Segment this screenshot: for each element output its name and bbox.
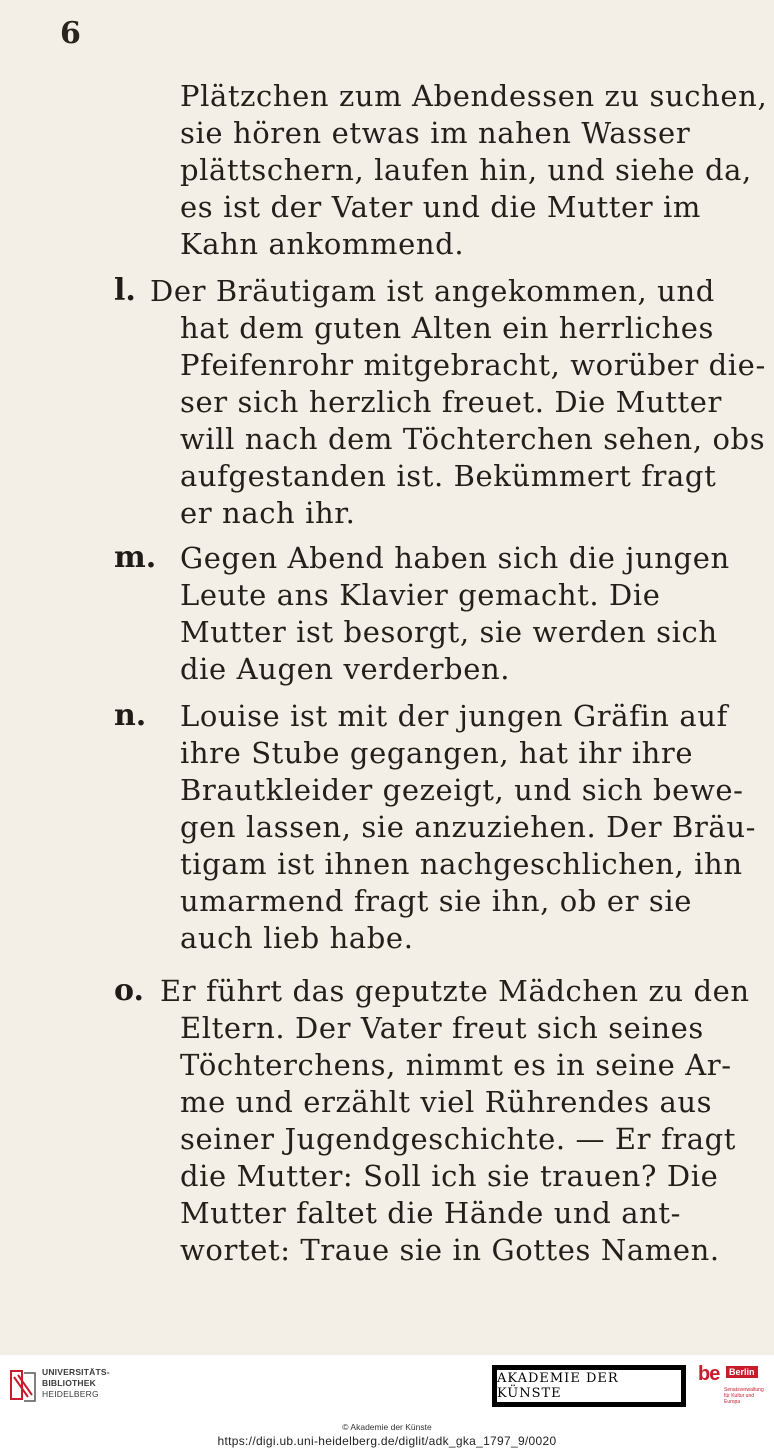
akademie-der-kuenste-logo[interactable] (492, 1365, 686, 1407)
ub-line-3: HEIDELBERG (42, 1389, 99, 1399)
text-line: Mutter ist besorgt, sie werden sich (180, 615, 718, 649)
text-line: sie hören etwas im nahen Wasser (180, 116, 691, 150)
text-line: Louise ist mit der jungen Gräfin auf (180, 699, 728, 733)
akademie-label: AKADEMIE DER KÜNSTE (496, 1369, 682, 1403)
text-line: aufgestanden ist. Bekümmert fragt (180, 459, 717, 493)
berlin-mark: Berlin (726, 1366, 758, 1378)
paragraph-marker-n: n. (114, 698, 147, 733)
text-line: seiner Jugendgeschichte. — Er fragt (180, 1122, 737, 1156)
text-line: Er führt das geputzte Mädchen zu den (160, 974, 750, 1008)
text-line: me und erzählt viel Rührendes aus (180, 1085, 713, 1119)
text-line: Eltern. Der Vater freut sich seines (180, 1011, 704, 1045)
text-line: tigam ist ihnen nachgeschlichen, ihn (180, 847, 743, 881)
text-line: Brautkleider gezeigt, und sich bewe- (180, 773, 744, 807)
paragraph-marker-l: l. (114, 273, 136, 308)
berlin-subtitle: Senatsverwaltung für Kultur und Europa (724, 1387, 764, 1405)
text-line: Leute ans Klavier gemacht. Die (180, 578, 661, 612)
paragraph-marker-o: o. (114, 973, 144, 1008)
text-line: die Augen verderben. (180, 652, 511, 686)
text-line: Der Bräutigam ist angekommen, und (150, 274, 715, 308)
text-line: plättschern, laufen hin, und siehe da, (180, 153, 752, 187)
text-line: Pfeifenrohr mitgebracht, worüber die- (180, 348, 766, 382)
ub-heidelberg-wordmark (42, 1367, 110, 1400)
text-line: er nach ihr. (180, 496, 356, 530)
text-line: Kahn ankommend. (180, 227, 465, 261)
text-line: ser sich herzlich freuet. Die Mutter (180, 385, 722, 419)
ub-heidelberg-logo-icon (8, 1367, 38, 1403)
text-line: will nach dem Töchterchen sehen, obs (180, 422, 766, 456)
page-number: 6 (60, 16, 81, 51)
paragraph-marker-m: m. (114, 540, 157, 575)
text-line: Mutter faltet die Hände und ant- (180, 1196, 682, 1230)
text-line: Töchterchens, nimmt es in seine Ar- (180, 1048, 732, 1082)
viewer-footer (0, 1355, 774, 1451)
text-line: ihre Stube gegangen, hat ihr ihre (180, 736, 694, 770)
text-line: es ist der Vater und die Mutter im (180, 190, 702, 224)
permalink-url[interactable]: https://digi.ub.uni-heidelberg.de/diglit/adk_gka_1797_9/0020 (217, 1434, 557, 1448)
text-line: auch lieb habe. (180, 921, 414, 955)
text-line: Plätzchen zum Abendessen zu suchen, (180, 79, 768, 113)
copyright-text: © Akademie der Künste (342, 1422, 432, 1432)
text-line: umarmend fragt sie ihn, ob er sie (180, 884, 692, 918)
ub-line-2: BIBLIOTHEK (42, 1378, 96, 1388)
text-line: Gegen Abend haben sich die jungen (180, 541, 730, 575)
text-line: die Mutter: Soll ich sie trauen? Die (180, 1159, 719, 1193)
text-line: gen lassen, sie anzuziehen. Der Bräu- (180, 810, 756, 844)
ub-heidelberg-logo[interactable] (8, 1363, 118, 1409)
text-line: hat dem guten Alten ein herrliches (180, 311, 714, 345)
ub-line-1: UNIVERSITÄTS- (42, 1367, 110, 1377)
text-line: wortet: Traue sie in Gottes Namen. (180, 1233, 720, 1267)
berlin-senate-logo[interactable] (698, 1363, 768, 1411)
be-mark: be (698, 1363, 720, 1385)
